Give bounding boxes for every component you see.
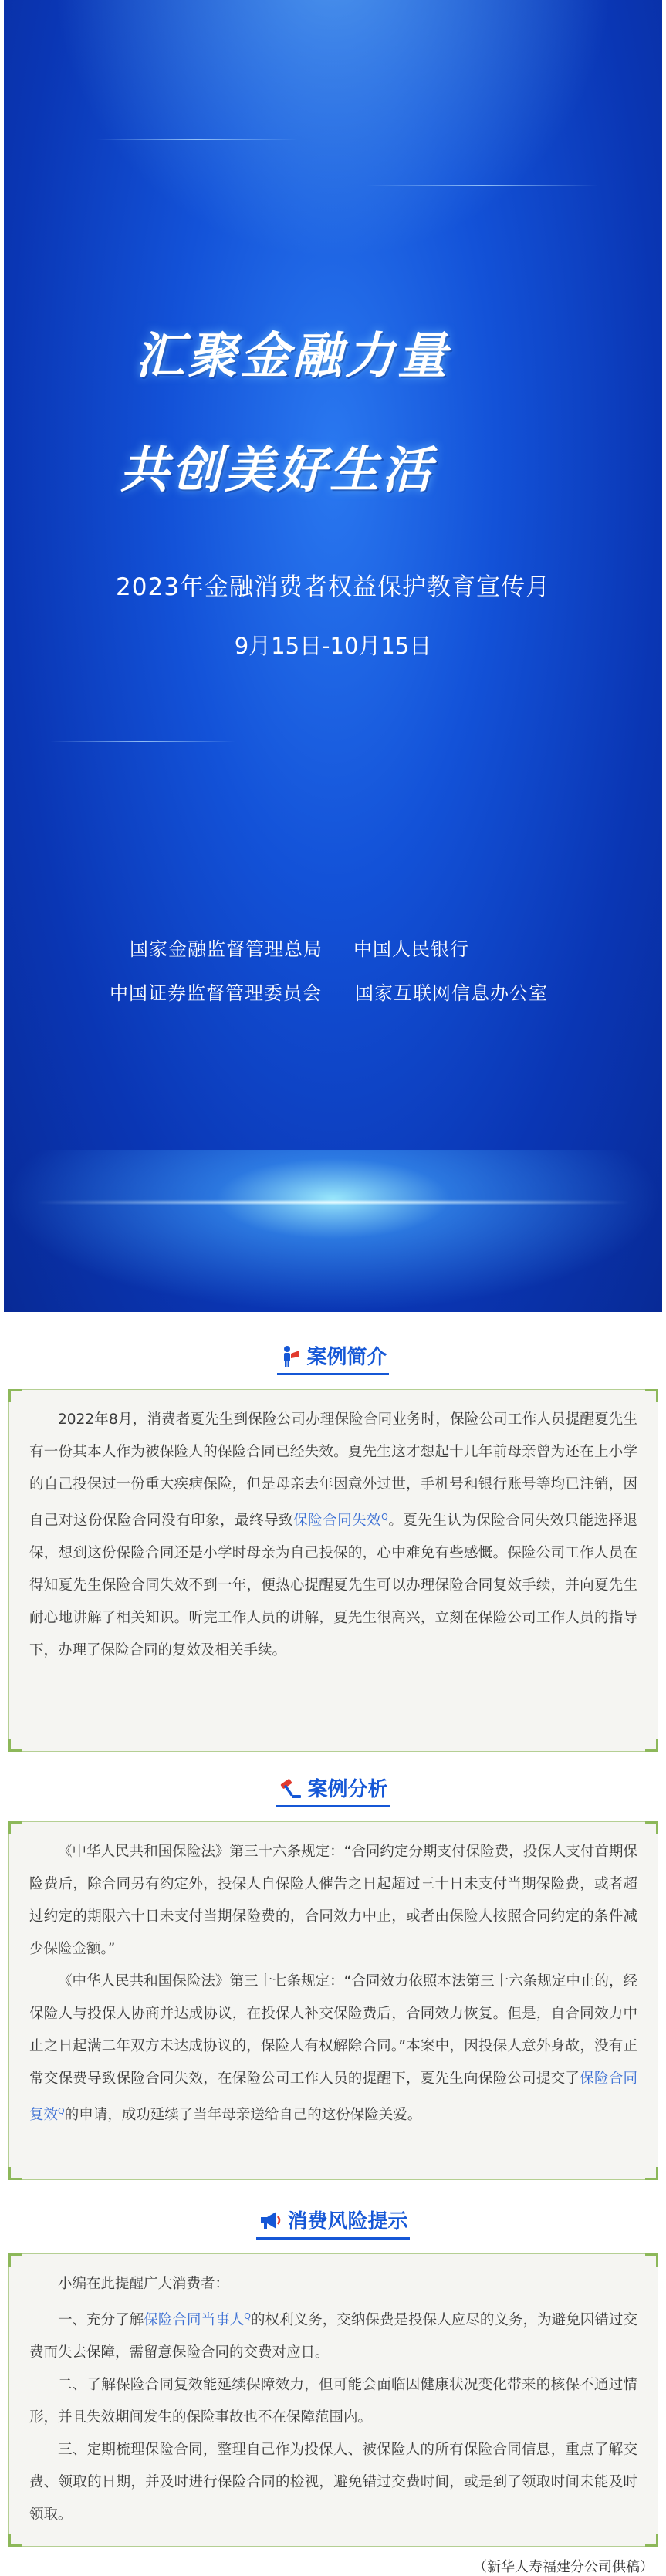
case-intro-paragraph: [29, 1404, 637, 1667]
hero-light-streak: [367, 185, 598, 186]
person-flag-icon: [279, 1344, 302, 1367]
hero-light-streak: [50, 741, 235, 742]
hero-glow-line: [35, 1201, 631, 1204]
source-credit: （新华人寿福建分公司供稿）: [473, 2559, 654, 2575]
section-title: 消费风险提示: [287, 2210, 408, 2233]
paragraph-text: 的申请，成功延续了当年母亲送给自己的这份保险关爱。: [64, 2107, 422, 2124]
hero-bottom-glow: [4, 1150, 662, 1312]
glossary-icon[interactable]: Q: [381, 1512, 388, 1522]
box-corner: [645, 2534, 658, 2547]
hero-dates: 9月15日-10月15日: [234, 633, 432, 659]
org-name: 中国人民银行: [353, 938, 469, 960]
hammer-gavel-icon: [278, 1776, 303, 1800]
glossary-link-contract-reinstatement[interactable]: 保险合同复效: [29, 2071, 637, 2124]
section-title: 案例简介: [306, 1346, 387, 1369]
glossary-icon[interactable]: Q: [58, 2106, 65, 2116]
section-header-risk-tips: [0, 2206, 666, 2240]
risk-tip-item: [29, 2300, 637, 2369]
org-name: 国家互联网信息办公室: [355, 982, 548, 1004]
box-corner: [645, 2253, 658, 2267]
hero-top-light: [4, 0, 662, 309]
risk-tips-intro: 小编在此提醒广大消费者：: [58, 2276, 230, 2292]
glossary-link-contract-parties[interactable]: 保险合同当事人: [144, 2312, 245, 2329]
section-header-case-intro: [0, 1341, 666, 1375]
paragraph-text: 的权利义务，交纳保费是投保人应尽的义务，为避免因错过交费而失去保障，需留意保险合同的交费对应日。: [29, 2312, 637, 2361]
hero-title: 2023年金融消费者权益保护教育宣传月: [116, 573, 550, 601]
glossary-icon[interactable]: Q: [244, 2311, 251, 2321]
box-corner: [8, 2534, 22, 2547]
box-corner: [645, 1821, 658, 1834]
box-corner: [8, 2167, 22, 2180]
case-analysis-box: [8, 1821, 658, 2180]
megaphone-icon: [258, 2209, 282, 2232]
box-corner: [8, 2253, 22, 2267]
box-corner: [8, 1821, 22, 1834]
org-name: 国家金融监督管理总局: [130, 938, 323, 960]
risk-tips-box: [8, 2253, 658, 2547]
box-corner: [8, 1739, 22, 1752]
box-corner: [8, 1389, 22, 1402]
case-analysis-paragraph: 《中华人民共和国保险法》第三十六条规定：“合同约定分期支付保险费，投保人支付首期保险费后，除合同另有约定外，投保人自保险人催告之日起超过三十日未支付当期保险费，或者超过约定的期限六十日未支付当期保险费的，合同效力中止，或者由保险人按照合同约定的条件减少保险金额。”: [29, 1844, 637, 1957]
hero-slogan-line2: 共创美好生活: [120, 442, 434, 499]
paragraph-text: 一、充分了解: [58, 2312, 144, 2329]
case-intro-box: [8, 1389, 658, 1752]
section-header-case-analysis: [0, 1773, 666, 1807]
hero-slogan-line1: 汇聚金融力量: [135, 328, 450, 385]
risk-tip-item: 三、定期梳理保险合同，整理自己作为投保人、被保险人的所有保险合同信息，重点了解交费、领取的日期，并及时进行保险合同的检视，避免错过交费时间，或是到了领取时间未能及时领取。: [29, 2442, 637, 2524]
box-corner: [645, 2167, 658, 2180]
paragraph-text: 《中华人民共和国保险法》第三十七条规定：“合同效力依照本法第三十六条规定中止的，经保险人与投保人协商并达成协议，在投保人补交保险费后，合同效力恢复。但是，自合同效力中止之日起满二年双方未达成协议的，保险人有权解除合同。”本案中，因投保人意外身故，没有正常交保费导致保险合同失效，在保险公司工作人员的提醒下，夏先生向保险公司提交了: [29, 1973, 637, 2087]
box-corner: [645, 1389, 658, 1402]
paragraph-text: 2022年8月，消费者夏先生到保险公司办理保险合同业务时，保险公司工作人员提醒夏先生有一份其本人作为被保险人的保险合同已经失效。夏先生这才想起十几年前母亲曾为还在上小学的自己投保过一份重大疾病保险，但是母亲去年因意外过世，手机号和银行账号等均已注销，因自己对这份保险合同没有印象，最终导致: [29, 1411, 637, 1530]
box-corner: [645, 1739, 658, 1752]
glossary-link-contract-lapse[interactable]: 保险合同失效: [293, 1513, 382, 1530]
section-title: 案例分析: [307, 1778, 388, 1801]
risk-tip-item: 二、了解保险合同复效能延续保障效力，但可能会面临因健康状况变化带来的核保不通过情形，并且失效期间发生的保险事故也不在保障范围内。: [29, 2377, 637, 2426]
org-name: 中国证券监督管理委员会: [110, 982, 322, 1004]
paragraph-text: 。夏先生认为保险合同失效只能选择退保，想到这份保险合同还是小学时母亲为自己投保的，心中难免有些感慨。保险公司工作人员在得知夏先生保险合同失效不到一年，便热心提醒夏先生可以办理保险合同复效手续，并向夏先生耐心地讲解了相关知识。听完工作人员的讲解，夏先生很高兴，立刻在保险公司工作人员的指导下，办理了保险合同的复效及相关手续。: [29, 1513, 637, 1659]
case-analysis-paragraph: [29, 1966, 637, 2131]
hero-banner: [4, 0, 662, 1312]
hero-light-streak: [96, 139, 297, 140]
